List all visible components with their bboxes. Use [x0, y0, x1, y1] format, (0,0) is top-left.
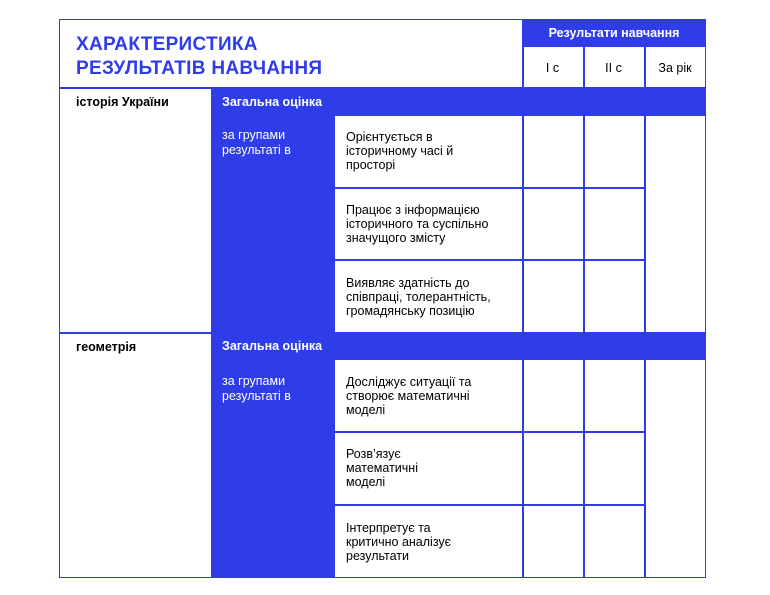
criterion-line: Інтерпретує та: [346, 521, 431, 535]
group-label-geometry: [222, 374, 291, 404]
group-label-line-2: результаті в: [222, 389, 291, 403]
grid-line: [583, 116, 585, 332]
column-semester-2: II с: [605, 61, 622, 75]
grid-line: [583, 360, 585, 578]
criterion-line: результати: [346, 549, 409, 563]
criterion-line: співпраці, толерантність,: [346, 290, 491, 304]
grid-line: [644, 360, 646, 578]
page-title: [76, 33, 322, 81]
criterion-line: моделі: [346, 475, 386, 489]
criterion-history-1: [346, 130, 453, 172]
subject-name-history: історія України: [76, 95, 169, 109]
criterion-history-3: [346, 276, 491, 318]
criterion-line: громадянську позицію: [346, 304, 475, 318]
grid-line: [522, 116, 524, 332]
grid-line: [644, 116, 646, 332]
criterion-line: критично аналізує: [346, 535, 452, 549]
criterion-line: історичному часі й: [346, 144, 454, 158]
criterion-line: математичні: [346, 461, 418, 475]
criterion-line: створює математичні: [346, 389, 470, 403]
criterion-line: Виявляє здатність до: [346, 276, 470, 290]
overall-grade-label-geometry: Загальна оцінка: [222, 339, 323, 353]
criterion-history-2: [346, 203, 488, 245]
grid-line: [335, 259, 645, 261]
criterion-line: Орієнтується в: [346, 130, 433, 144]
group-label-history: [222, 128, 291, 158]
criterion-geometry-3: [346, 521, 451, 563]
results-header-label: Результати навчання: [548, 26, 680, 40]
criterion-geometry-1: [346, 375, 471, 417]
title-line-2: РЕЗУЛЬТАТІВ НАВЧАННЯ: [76, 58, 323, 79]
criterion-line: значущого змісту: [346, 231, 446, 245]
title-line-1: ХАРАКТЕРИСТИКА: [76, 34, 258, 55]
group-label-line-1: за групами: [222, 128, 286, 142]
criterion-geometry-2: [346, 447, 418, 489]
grid-line: [335, 187, 645, 189]
group-label-line-2: результаті в: [222, 143, 291, 157]
grid-line: [335, 504, 645, 506]
criterion-line: просторі: [346, 158, 396, 172]
criterion-line: Розв’язує: [346, 447, 401, 461]
criterion-line: Працює з інформацією: [346, 203, 480, 217]
overall-grade-label-history: Загальна оцінка: [222, 95, 323, 109]
criterion-line: Досліджує ситуації та: [346, 375, 472, 389]
subject-name-geometry: геометрія: [76, 340, 137, 354]
column-semester-1: I с: [545, 61, 560, 75]
grid-line: [335, 431, 645, 433]
grid-line: [522, 360, 524, 578]
criterion-line: моделі: [346, 403, 386, 417]
group-label-line-1: за групами: [222, 374, 286, 388]
column-year: За рік: [658, 61, 692, 75]
criterion-line: історичного та суспільно: [346, 217, 489, 231]
